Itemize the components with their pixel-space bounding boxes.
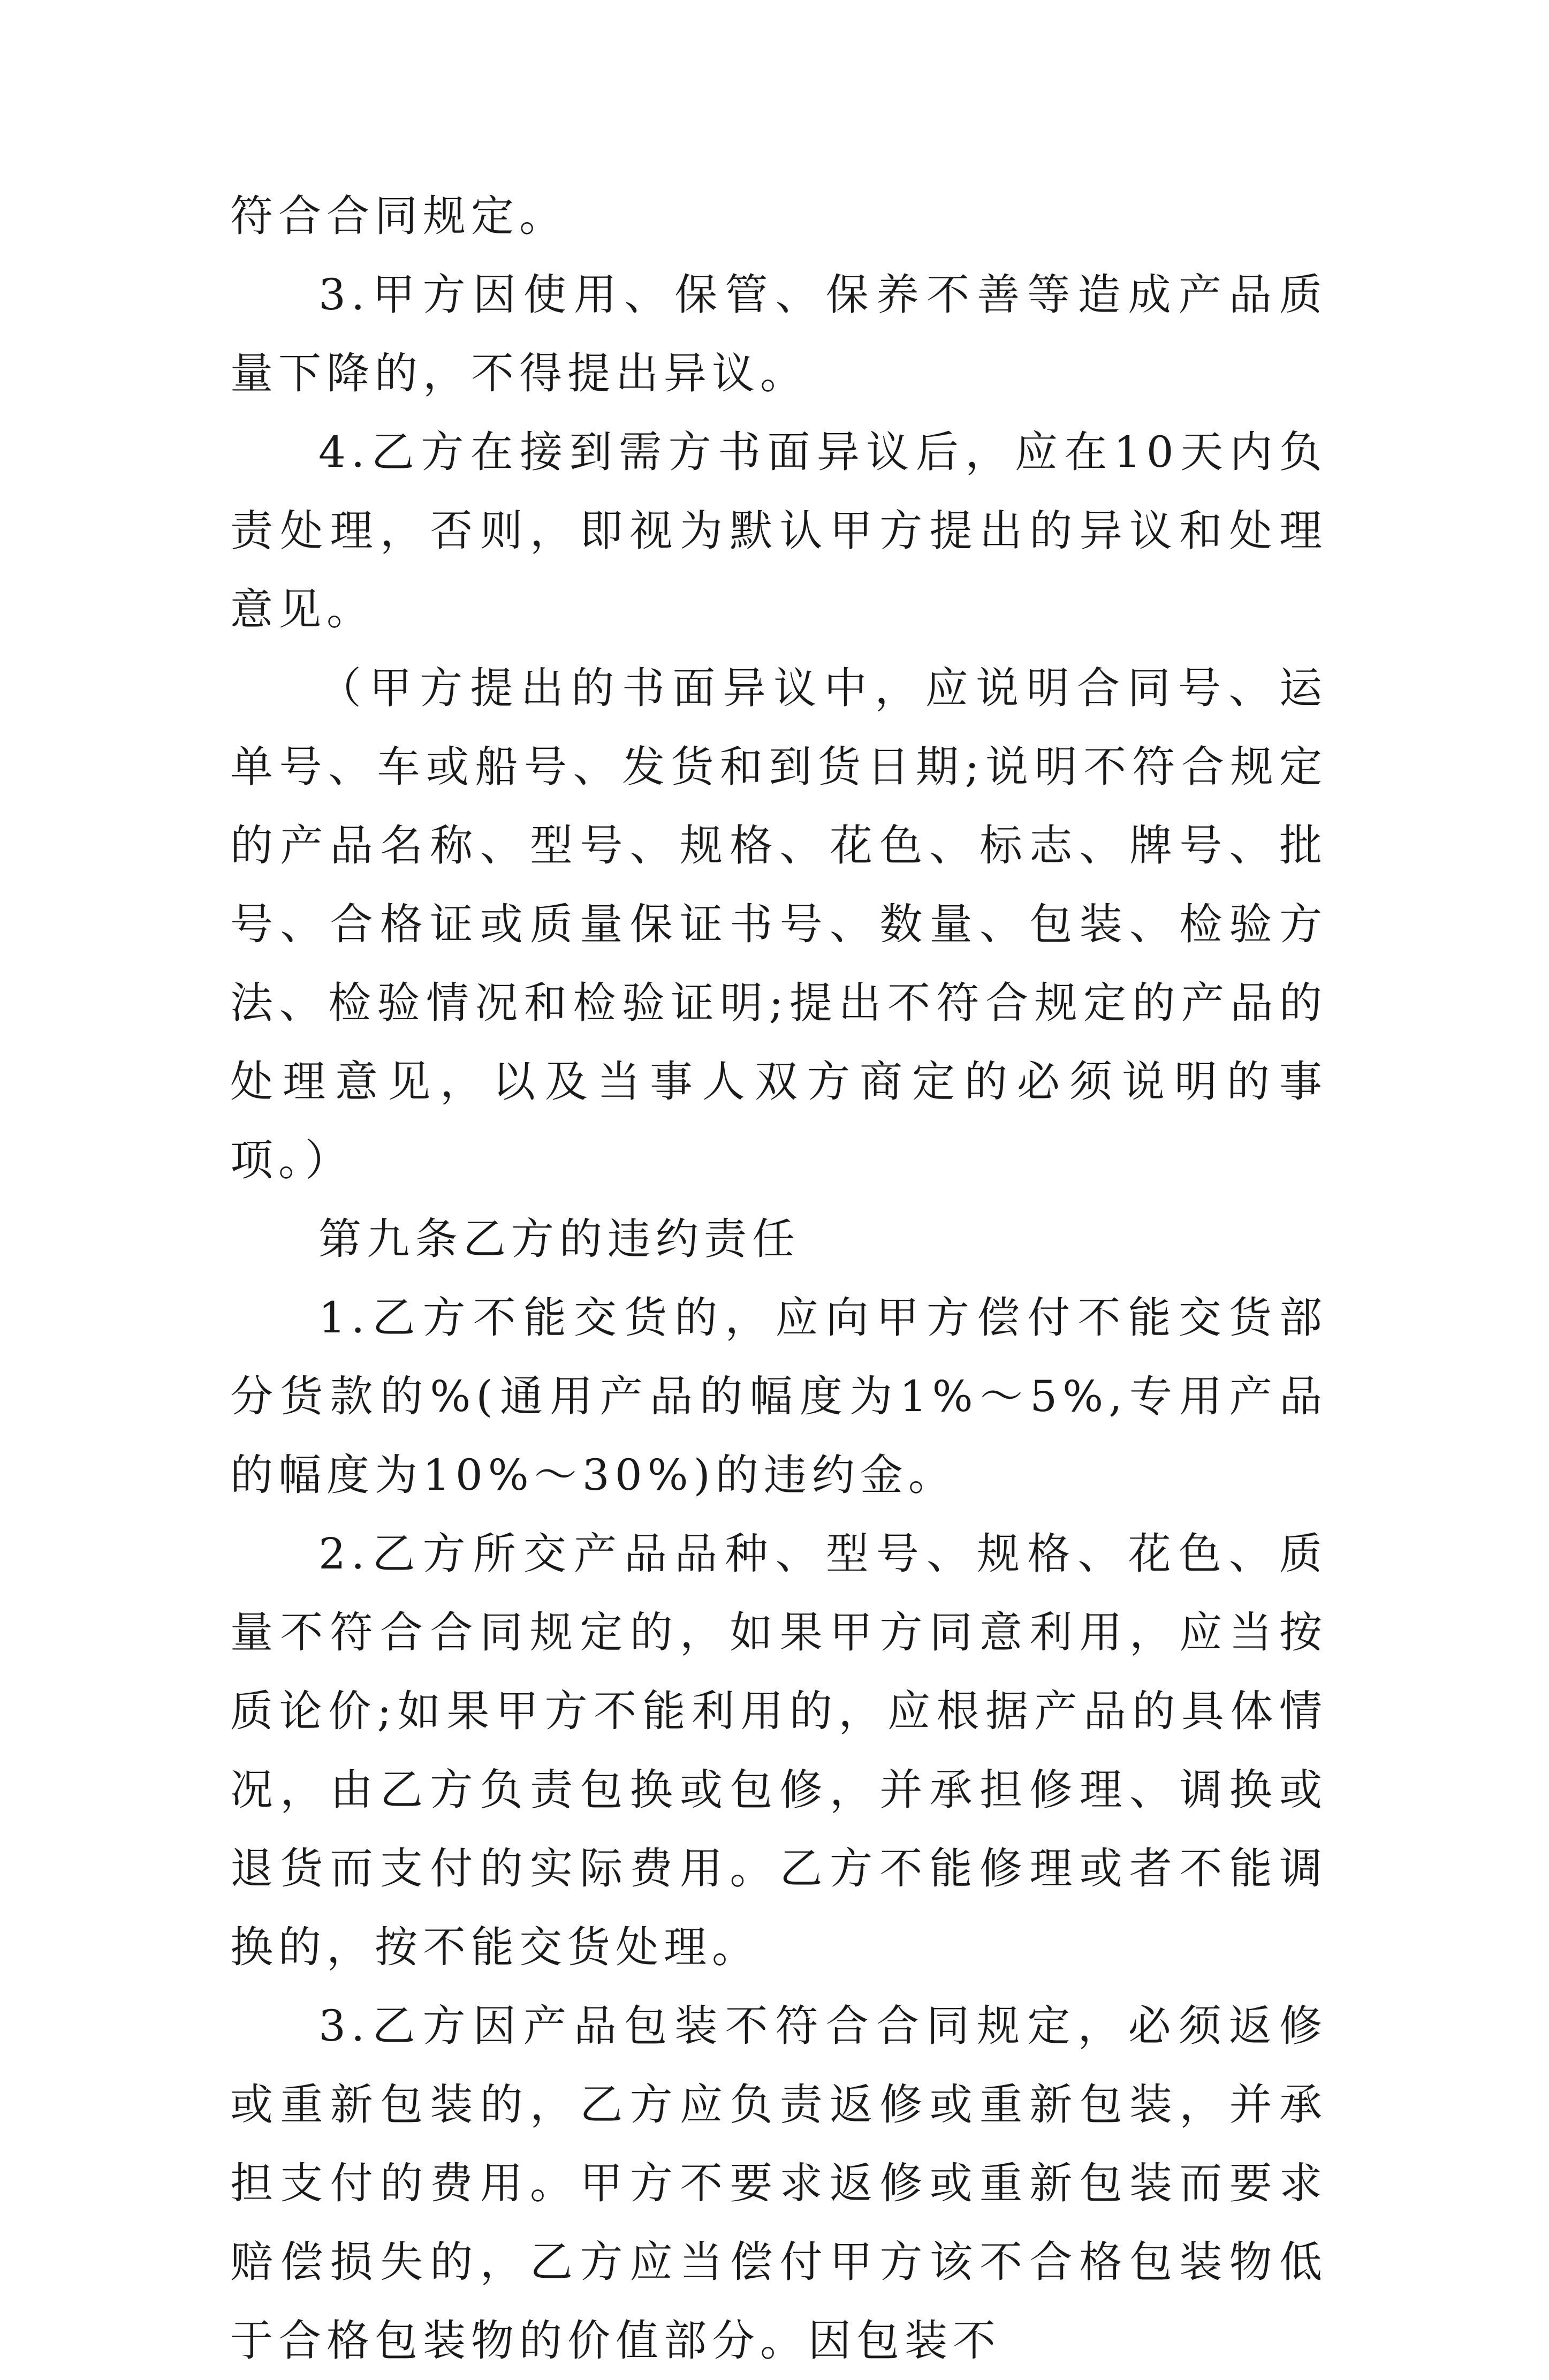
paragraph-liability-3: 3.乙方因产品包装不符合合同规定，必须返修或重新包装的，乙方应负责返修或重新包装，并承担支付的费用。甲方不要求返修或重新包装而要求赔偿损失的，乙方应当偿付甲方该不合格包装物低于合格包装物的价值部分。因包装不 — [230, 2001, 1327, 2366]
paragraph-objection-note: （甲方提出的书面异议中，应说明合同号、运单号、车或船号、发货和到货日期;说明不符合规定的产品名称、型号、规格、花色、标志、牌号、批号、合格证或质量保证书号、数量、包装、检验方法、检验情况和检验证明;提出不符合规定的产品的处理意见，以及当事人双方商定的必须说明的事项。） — [230, 663, 1327, 1185]
paragraph-clause-4: 4.乙方在接到需方书面异议后，应在10天内负责处理，否则，即视为默认甲方提出的异议和处理意见。 — [230, 427, 1327, 634]
section-heading-article-9: 第九条乙方的违约责任 — [318, 1214, 800, 1264]
paragraph-liability-2: 2.乙方所交产品品种、型号、规格、花色、质量不符合合同规定的，如果甲方同意利用，应当按质论价;如果甲方不能利用的，应根据产品的具体情况，由乙方负责包换或包修，并承担修理、调换或退货而支付的实际费用。乙方不能修理或者不能调换的，按不能交货处理。 — [230, 1529, 1327, 1972]
contract-body — [230, 177, 1327, 2380]
paragraph-liability-1: 1.乙方不能交货的，应向甲方偿付不能交货部分货款的%(通用产品的幅度为1%～5%,专用产品的幅度为10%～30%)的违约金。 — [230, 1293, 1327, 1500]
paragraph-continuation: 符合合同规定。 — [230, 191, 567, 241]
paragraph-clause-3: 3.甲方因使用、保管、保养不善等造成产品质量下降的，不得提出异议。 — [230, 270, 1327, 398]
